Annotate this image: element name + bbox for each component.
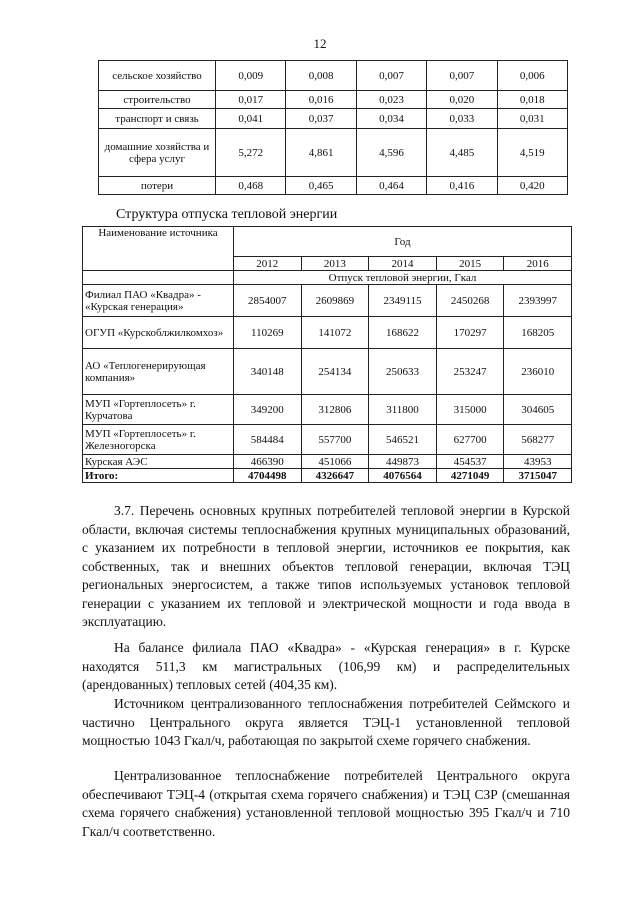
table-row bbox=[99, 91, 568, 109]
table-row bbox=[83, 349, 572, 395]
paragraph-tec1: Источником централизованного теплоснабжения потребителей Сеймского и частично Центрального округа является ТЭЦ-1 установленной тепловой мощностью 1043 Гкал/ч, работающая по закрытой схеме горячего снабжения. bbox=[82, 696, 570, 748]
cell: 584484 bbox=[234, 425, 302, 455]
row-name: домашние хозяйства и сфера услуг bbox=[99, 129, 216, 177]
row-name: транспорт и связь bbox=[99, 109, 216, 129]
cell: 557700 bbox=[301, 425, 369, 455]
subheader: Отпуск тепловой энергии, Гкал bbox=[234, 271, 572, 285]
cell: 0,416 bbox=[427, 177, 497, 195]
cell: 2349115 bbox=[369, 285, 437, 317]
cell: 0,018 bbox=[497, 91, 567, 109]
table-caption: Структура отпуска тепловой энергии bbox=[116, 207, 338, 222]
year-cell: 2012 bbox=[234, 257, 302, 271]
row-name: строительство bbox=[99, 91, 216, 109]
row-name: Курская АЭС bbox=[83, 455, 234, 469]
cell: 2393997 bbox=[504, 285, 572, 317]
paragraph-tec4-szr: Централизованное теплоснабжение потребителей Центрального округа обеспечивают ТЭЦ-4 (открытая схема горячего снабжения) и ТЭЦ СЗР (смешанная схема горячего снабжения) установленной тепловой мощностью 395 Гкал/ч и 710 Гкал/ч соответственно. bbox=[82, 768, 570, 839]
cell: 0,017 bbox=[216, 91, 286, 109]
year-cell: 2016 bbox=[504, 257, 572, 271]
cell: 0,420 bbox=[497, 177, 567, 195]
cell: 340148 bbox=[234, 349, 302, 395]
cell: 4,485 bbox=[427, 129, 497, 177]
cell: 2854007 bbox=[234, 285, 302, 317]
cell: 4,861 bbox=[286, 129, 356, 177]
row-name: сельское хозяйство bbox=[99, 61, 216, 91]
table-row bbox=[99, 109, 568, 129]
year-cell: 2013 bbox=[301, 257, 369, 271]
cell: 4704498 bbox=[234, 469, 302, 483]
paragraph-kursk-networks: На балансе филиала ПАО «Квадра» - «Курская генерация» в г. Курске находятся 511,3 км магистральных (106,99 км) и распределительных (арендованных) тепловых сетей (404,35 км). bbox=[82, 640, 570, 692]
table-row bbox=[99, 61, 568, 91]
cell: 4076564 bbox=[369, 469, 437, 483]
consumption-table bbox=[98, 60, 568, 195]
table-row bbox=[83, 425, 572, 455]
cell: 0,008 bbox=[286, 61, 356, 91]
row-name: потери bbox=[99, 177, 216, 195]
cell: 2450268 bbox=[436, 285, 504, 317]
heat-supply-table bbox=[82, 226, 572, 483]
total-row bbox=[83, 469, 572, 483]
table-row bbox=[99, 129, 568, 177]
cell: 4,519 bbox=[497, 129, 567, 177]
table-row bbox=[83, 395, 572, 425]
header-row bbox=[83, 227, 572, 257]
cell: 349200 bbox=[234, 395, 302, 425]
cell: 0,464 bbox=[356, 177, 426, 195]
cell: 568277 bbox=[504, 425, 572, 455]
cell: 43953 bbox=[504, 455, 572, 469]
cell: 0,468 bbox=[216, 177, 286, 195]
cell: 4326647 bbox=[301, 469, 369, 483]
cell: 236010 bbox=[504, 349, 572, 395]
subheader-row bbox=[83, 271, 572, 285]
row-name: ОГУП «Курскоблжилкомхоз» bbox=[83, 317, 234, 349]
cell: 168622 bbox=[369, 317, 437, 349]
cell: 627700 bbox=[436, 425, 504, 455]
cell: 3715047 bbox=[504, 469, 572, 483]
cell: 253247 bbox=[436, 349, 504, 395]
cell: 110269 bbox=[234, 317, 302, 349]
cell: 141072 bbox=[301, 317, 369, 349]
cell: 0,465 bbox=[286, 177, 356, 195]
year-cell: 2015 bbox=[436, 257, 504, 271]
row-name: АО «Теплогенерирующая компания» bbox=[83, 349, 234, 395]
cell: 0,007 bbox=[427, 61, 497, 91]
cell: 170297 bbox=[436, 317, 504, 349]
cell: 0,034 bbox=[356, 109, 426, 129]
header-source-name: Наименование источника bbox=[83, 227, 234, 271]
cell: 0,033 bbox=[427, 109, 497, 129]
cell: 0,023 bbox=[356, 91, 426, 109]
header-year: Год bbox=[234, 227, 572, 257]
cell: 250633 bbox=[369, 349, 437, 395]
total-label: Итого: bbox=[83, 469, 234, 483]
cell: 254134 bbox=[301, 349, 369, 395]
cell: 0,037 bbox=[286, 109, 356, 129]
cell: 0,041 bbox=[216, 109, 286, 129]
cell: 0,006 bbox=[497, 61, 567, 91]
cell: 315000 bbox=[436, 395, 504, 425]
cell: 546521 bbox=[369, 425, 437, 455]
cell: 0,020 bbox=[427, 91, 497, 109]
cell: 466390 bbox=[234, 455, 302, 469]
cell: 168205 bbox=[504, 317, 572, 349]
table-row bbox=[83, 455, 572, 469]
row-name: МУП «Гортеплосеть» г. Курчатова bbox=[83, 395, 234, 425]
cell: 304605 bbox=[504, 395, 572, 425]
cell: 311800 bbox=[369, 395, 437, 425]
cell: 4271049 bbox=[436, 469, 504, 483]
cell: 0,007 bbox=[356, 61, 426, 91]
cell: 0,016 bbox=[286, 91, 356, 109]
paragraph-section-3-7: 3.7. Перечень основных крупных потребителей тепловой энергии в Курской области, включая системы теплоснабжения крупных муниципальных образований, с указанием их потребности в тепловой энергии, источников ее покрытия, как собственных, так и внешних объектов тепловой генерации, включая ТЭЦ региональных энергосистем, а также типов используемых установок тепловой генерации с указанием их тепловой и электрической мощности и года ввода в эксплуатацию. bbox=[82, 503, 570, 629]
cell: 449873 bbox=[369, 455, 437, 469]
row-name: Филиал ПАО «Квадра» - «Курская генерация» bbox=[83, 285, 234, 317]
cell: 4,596 bbox=[356, 129, 426, 177]
row-name: МУП «Гортеплосеть» г. Железногорска bbox=[83, 425, 234, 455]
cell: 2609869 bbox=[301, 285, 369, 317]
cell: 0,031 bbox=[497, 109, 567, 129]
table-row bbox=[83, 285, 572, 317]
year-cell: 2014 bbox=[369, 257, 437, 271]
page-number: 12 bbox=[313, 36, 327, 51]
cell: 451066 bbox=[301, 455, 369, 469]
cell: 5,272 bbox=[216, 129, 286, 177]
table-row bbox=[83, 317, 572, 349]
cell: 0,009 bbox=[216, 61, 286, 91]
cell: 312806 bbox=[301, 395, 369, 425]
blank-cell bbox=[83, 271, 234, 285]
table-row bbox=[99, 177, 568, 195]
cell: 454537 bbox=[436, 455, 504, 469]
